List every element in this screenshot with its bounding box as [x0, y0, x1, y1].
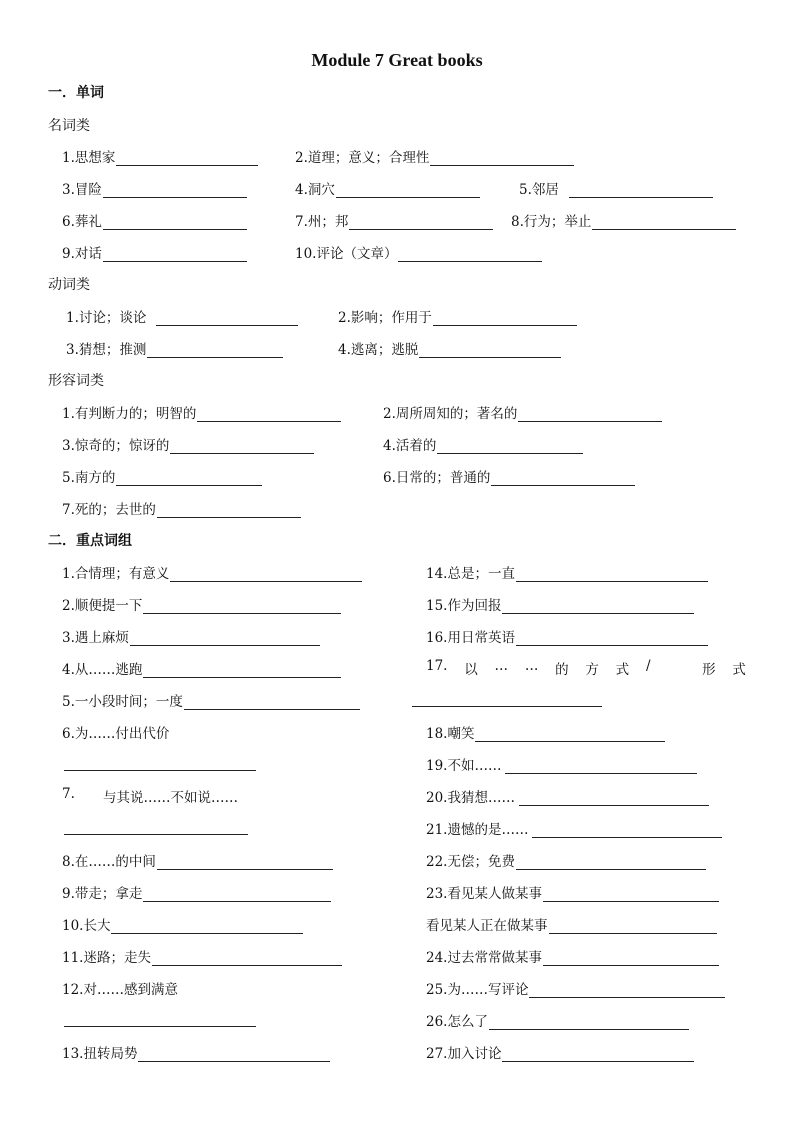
phrase-10: 10.长大: [62, 914, 303, 934]
answer-blank[interactable]: [516, 631, 708, 646]
phrase-6: 6.为……付出代价: [62, 726, 170, 742]
answer-blank[interactable]: [398, 247, 542, 262]
answer-blank[interactable]: [130, 631, 320, 646]
phrase-17: 17. 以 … … 的 方 式 / 形 式: [426, 658, 746, 678]
answer-blank[interactable]: [111, 919, 303, 934]
adj-2: 2.周所周知的；著名的: [383, 402, 662, 422]
answer-blank[interactable]: [592, 215, 736, 230]
answer-blank[interactable]: [336, 183, 480, 198]
noun-5: 5.邻居: [519, 178, 713, 198]
phrase-22: 22.无偿；免费: [426, 850, 706, 870]
answer-blank[interactable]: [543, 951, 719, 966]
answer-blank[interactable]: [516, 567, 708, 582]
verb-3: 3.猜想；推测: [66, 338, 283, 358]
phrase-23: 23.看见某人做某事: [426, 882, 719, 902]
answer-blank[interactable]: [116, 471, 262, 486]
verbs-label: 动词类: [48, 277, 90, 293]
noun-6: 6.葬礼: [62, 210, 247, 230]
answer-blank[interactable]: [64, 833, 248, 835]
phrase-23b: 看见某人正在做某事: [426, 914, 717, 934]
phrase-11: 11.迷路；走失: [62, 946, 342, 966]
answer-blank[interactable]: [505, 759, 697, 774]
phrase-19: 19.不如……: [426, 754, 697, 774]
answer-blank[interactable]: [491, 471, 635, 486]
answer-blank[interactable]: [437, 439, 583, 454]
answer-blank[interactable]: [529, 983, 725, 998]
verb-1: 1.讨论；谈论: [66, 306, 298, 326]
answer-blank[interactable]: [143, 663, 341, 678]
phrase-7-number: 7.: [62, 786, 75, 802]
phrase-9: 9.带走；拿走: [62, 882, 331, 902]
answer-blank[interactable]: [197, 407, 341, 422]
phrase-8: 8.在……的中间: [62, 850, 333, 870]
phrase-1: 1.合情理；有意义: [62, 562, 362, 582]
section-1-heading: 一．单词: [48, 85, 104, 101]
verb-2: 2.影响；作用于: [338, 306, 577, 326]
noun-7: 7.州；邦: [295, 210, 493, 230]
noun-3: 3.冒险: [62, 178, 247, 198]
answer-blank[interactable]: [147, 343, 283, 358]
noun-2: 2.道理；意义；合理性: [295, 146, 574, 166]
answer-blank[interactable]: [349, 215, 493, 230]
answer-blank[interactable]: [569, 183, 713, 198]
adj-7: 7.死的；去世的: [62, 498, 301, 518]
noun-9: 9.对话: [62, 242, 247, 262]
answer-blank[interactable]: [543, 887, 719, 902]
adj-1: 1.有判断力的；明智的: [62, 402, 341, 422]
answer-blank[interactable]: [103, 247, 247, 262]
phrase-24: 24.过去常常做某事: [426, 946, 719, 966]
answer-blank[interactable]: [412, 705, 602, 707]
phrase-3: 3.遇上麻烦: [62, 626, 320, 646]
answer-blank[interactable]: [116, 151, 258, 166]
phrase-26: 26.怎么了: [426, 1010, 689, 1030]
answer-blank[interactable]: [430, 151, 574, 166]
adjs-label: 形容词类: [48, 373, 104, 389]
noun-1: 1.思想家: [62, 146, 258, 166]
phrase-16: 16.用日常英语: [426, 626, 708, 646]
answer-blank[interactable]: [502, 599, 694, 614]
answer-blank[interactable]: [170, 567, 362, 582]
answer-blank[interactable]: [143, 599, 341, 614]
phrase-13: 13.扭转局势: [62, 1042, 330, 1062]
answer-blank[interactable]: [157, 855, 333, 870]
nouns-label: 名词类: [48, 118, 90, 134]
answer-blank[interactable]: [518, 407, 662, 422]
phrase-14: 14.总是；一直: [426, 562, 708, 582]
phrase-18: 18.嘲笑: [426, 722, 665, 742]
answer-blank[interactable]: [489, 1015, 689, 1030]
adj-5: 5.南方的: [62, 466, 262, 486]
answer-blank[interactable]: [475, 727, 665, 742]
answer-blank[interactable]: [143, 887, 331, 902]
verb-4: 4.逃离；逃脱: [338, 338, 561, 358]
answer-blank[interactable]: [156, 311, 298, 326]
answer-blank[interactable]: [502, 1047, 694, 1062]
phrase-5: 5.一小段时间；一度: [62, 690, 360, 710]
answer-blank[interactable]: [532, 823, 722, 838]
answer-blank[interactable]: [549, 919, 717, 934]
adj-3: 3.惊奇的；惊讶的: [62, 434, 314, 454]
answer-blank[interactable]: [64, 1025, 256, 1027]
phrase-25: 25.为……写评论: [426, 978, 725, 998]
phrase-20: 20.我猜想……: [426, 786, 709, 806]
phrase-27: 27.加入讨论: [426, 1042, 694, 1062]
noun-8: 8.行为；举止: [511, 210, 736, 230]
answer-blank[interactable]: [170, 439, 314, 454]
answer-blank[interactable]: [64, 769, 256, 771]
adj-4: 4.活着的: [383, 434, 583, 454]
answer-blank[interactable]: [433, 311, 577, 326]
answer-blank[interactable]: [103, 183, 247, 198]
answer-blank[interactable]: [152, 951, 342, 966]
phrase-15: 15.作为回报: [426, 594, 694, 614]
phrase-7: 与其说……不如说……: [103, 790, 238, 806]
answer-blank[interactable]: [138, 1047, 330, 1062]
answer-blank[interactable]: [157, 503, 301, 518]
page-title: Module 7 Great books: [311, 50, 483, 70]
adj-6: 6.日常的；普通的: [383, 466, 635, 486]
answer-blank[interactable]: [184, 695, 360, 710]
answer-blank[interactable]: [103, 215, 247, 230]
phrase-4: 4.从……逃跑: [62, 658, 341, 678]
phrase-12: 12.对……感到满意: [62, 982, 178, 998]
noun-10: 10.评论（文章）: [295, 242, 542, 262]
answer-blank[interactable]: [519, 791, 709, 806]
phrase-2: 2.顺便提一下: [62, 594, 341, 614]
answer-blank[interactable]: [419, 343, 561, 358]
phrase-21: 21.遗憾的是……: [426, 818, 722, 838]
section-2-heading: 二．重点词组: [48, 533, 132, 549]
noun-4: 4.洞穴: [295, 178, 480, 198]
answer-blank[interactable]: [516, 855, 706, 870]
